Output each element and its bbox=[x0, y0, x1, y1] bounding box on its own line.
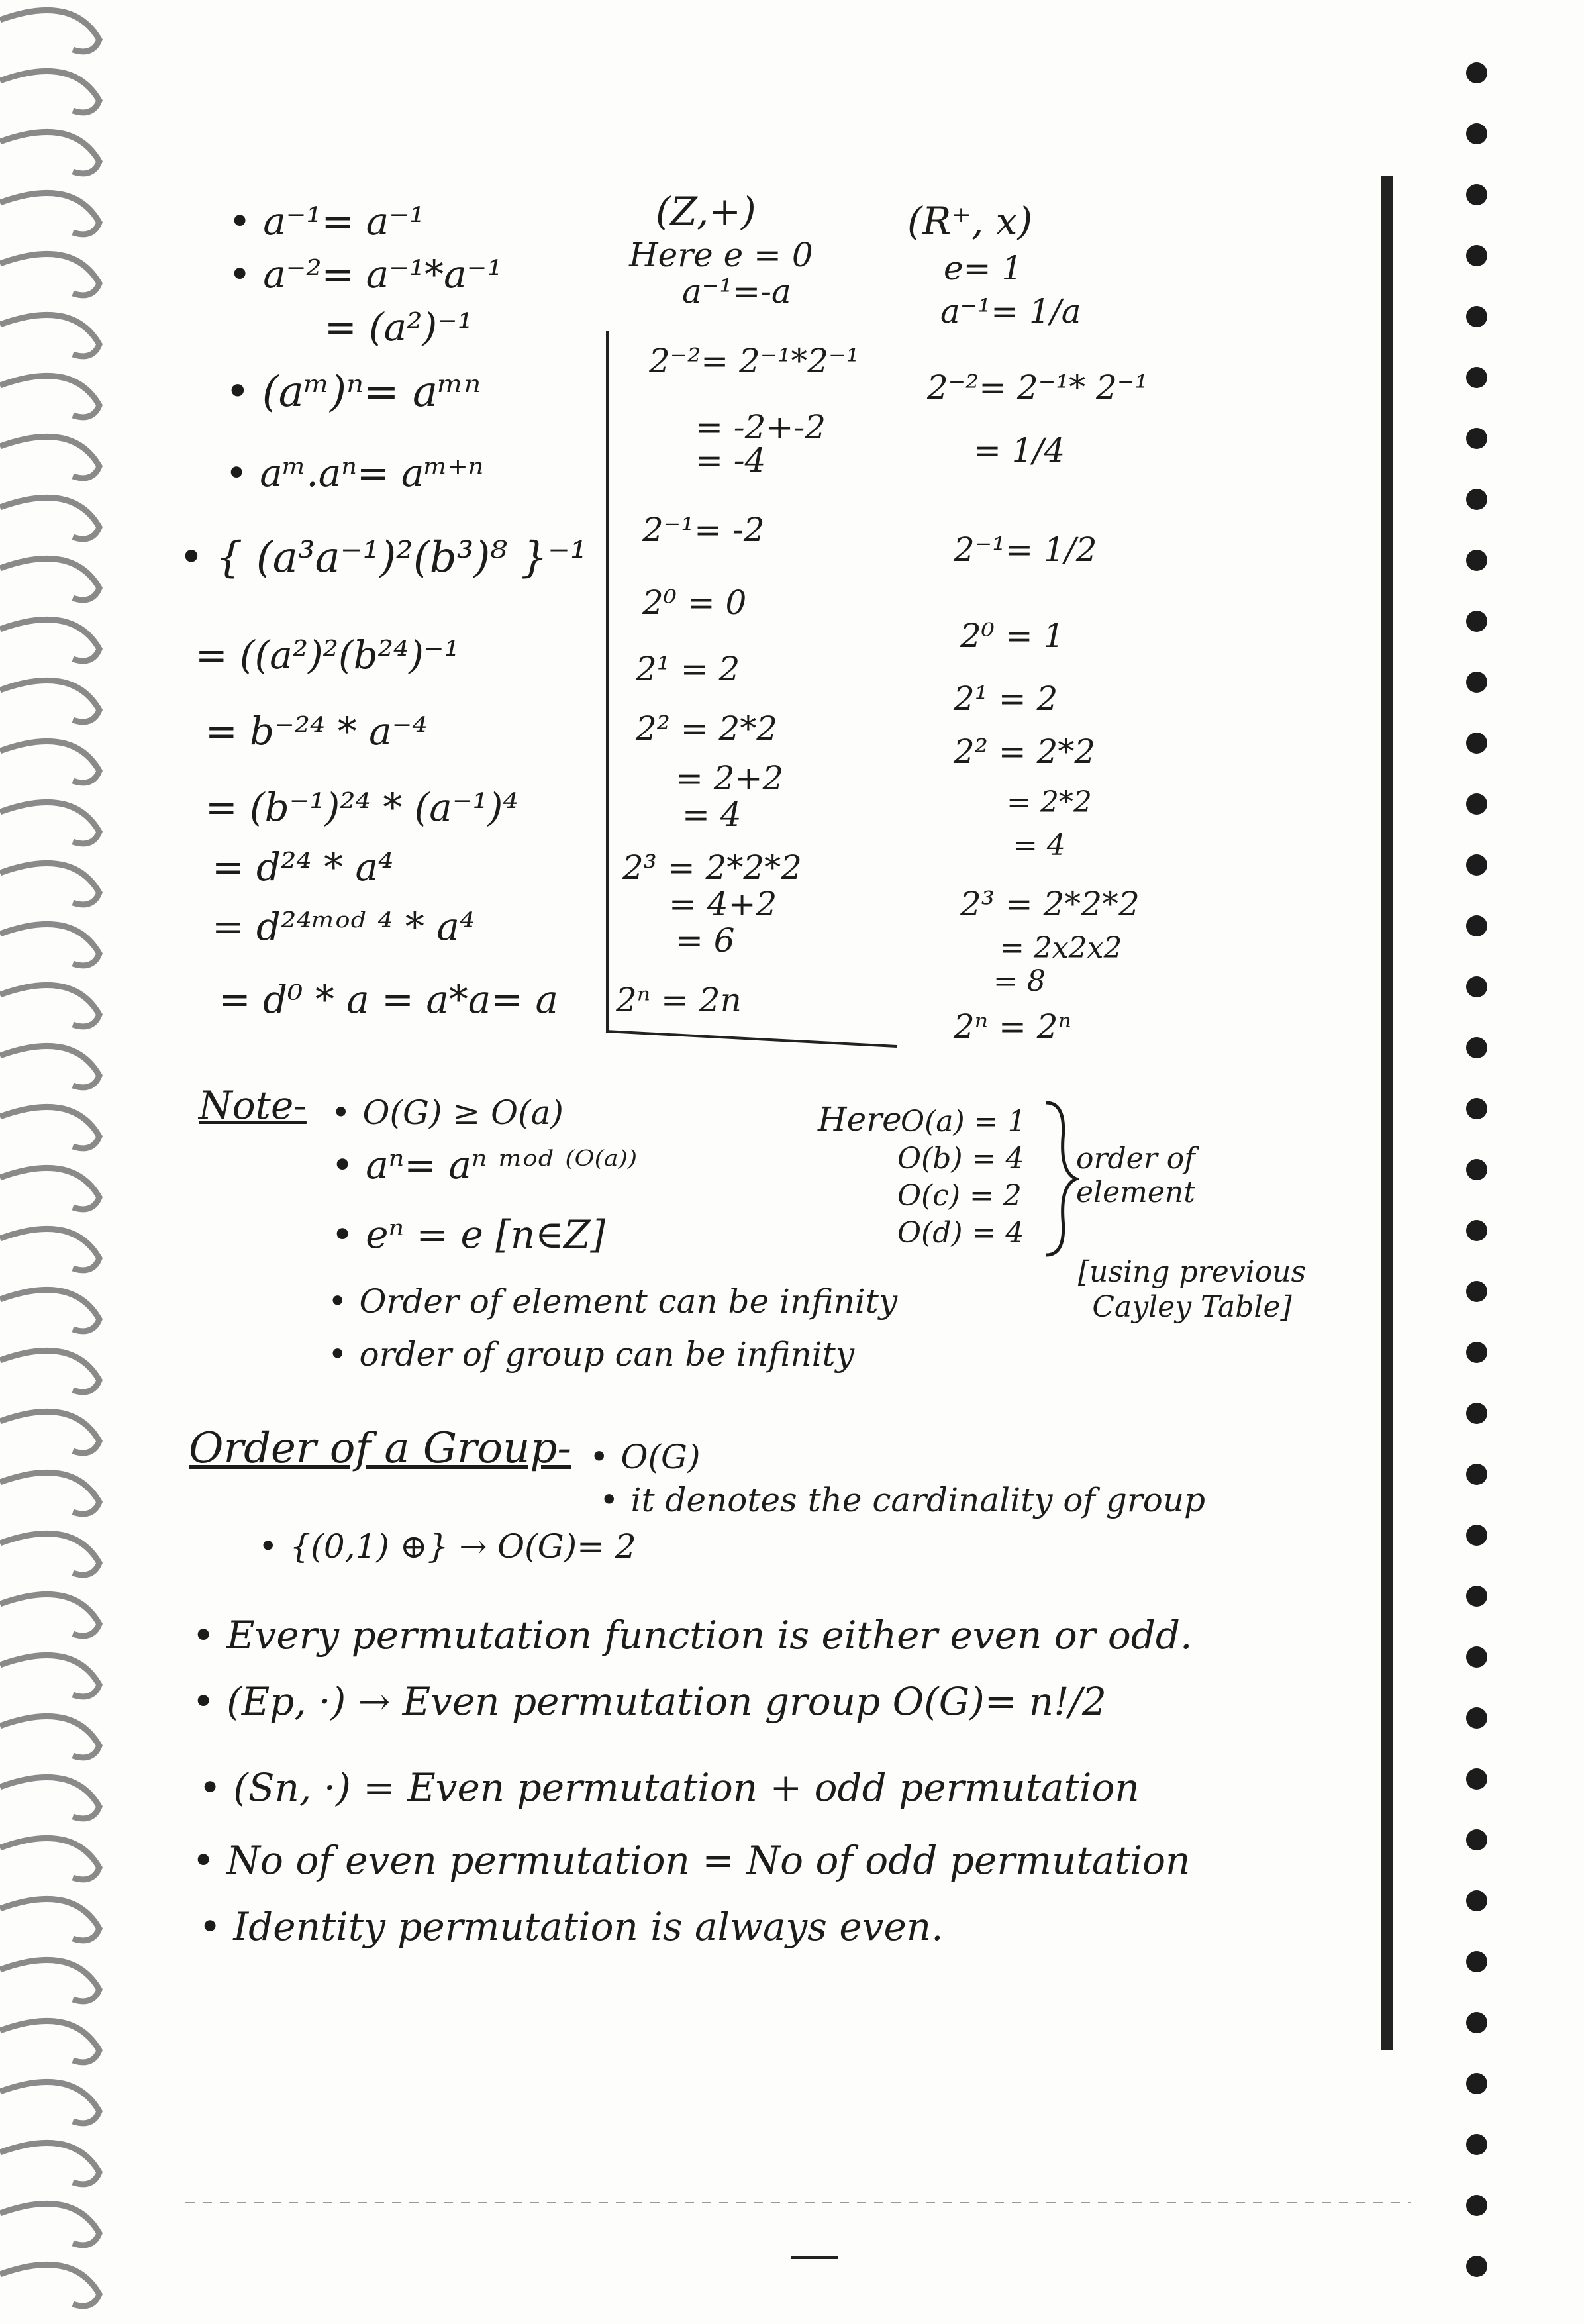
spiral-ring bbox=[0, 2143, 99, 2184]
note-item: • Order of element can be infinity bbox=[328, 1285, 897, 1318]
spiral-ring bbox=[0, 1472, 99, 1513]
power-line: = 2*2 bbox=[1007, 785, 1092, 819]
curly-brace-icon bbox=[1040, 1099, 1079, 1258]
rule-line: = ((a²)²(b²⁴)⁻¹ bbox=[195, 632, 460, 678]
spiral-binding-icon bbox=[0, 0, 113, 2324]
power-line: = -4 bbox=[695, 441, 766, 480]
margin-dot bbox=[1466, 489, 1487, 510]
margin-dot bbox=[1466, 1403, 1487, 1424]
margin-dot bbox=[1466, 1342, 1487, 1363]
spiral-ring bbox=[0, 802, 99, 843]
spiral-ring bbox=[0, 1046, 99, 1087]
power-line: 2² = 2*2 bbox=[636, 709, 778, 748]
permutation-line: • (Sn, ·) = Even permutation + odd permutation bbox=[199, 1768, 1140, 1807]
note-item: • eⁿ = e [n∈Z] bbox=[331, 1215, 605, 1254]
rule-line: = (b⁻¹)²⁴ * (a⁻¹)⁴ bbox=[205, 785, 519, 830]
permutation-line: • Identity permutation is always even. bbox=[199, 1907, 944, 1946]
order-symbol: • O(G) bbox=[589, 1440, 700, 1474]
spiral-ring bbox=[0, 254, 99, 295]
spiral-ring bbox=[0, 1594, 99, 1635]
margin-dot bbox=[1466, 245, 1487, 266]
power-line: 2ⁿ = 2ⁿ bbox=[954, 1007, 1071, 1046]
group-identity: Here e = 0 bbox=[629, 236, 813, 274]
power-line: = 2x2x2 bbox=[1000, 931, 1122, 965]
power-line: 2⁰ = 1 bbox=[960, 617, 1065, 655]
power-line: 2² = 2*2 bbox=[954, 733, 1096, 771]
margin-dot bbox=[1466, 1707, 1487, 1729]
margin-dot bbox=[1466, 1525, 1487, 1546]
margin-dot bbox=[1466, 672, 1487, 693]
order-row: O(d) = 4 bbox=[897, 1216, 1024, 1250]
margin-dot bbox=[1466, 123, 1487, 144]
margin-dot bbox=[1466, 1829, 1487, 1850]
margin-dot bbox=[1466, 428, 1487, 449]
section-heading: Order of a Group- bbox=[189, 1424, 571, 1473]
spiral-ring bbox=[0, 2021, 99, 2062]
power-line: = 4+2 bbox=[669, 885, 777, 923]
rule-line: = d²⁴ᵐᵒᵈ ⁴ * a⁴ bbox=[212, 904, 475, 949]
margin-dot bbox=[1466, 793, 1487, 815]
group-header: (Z,+) bbox=[656, 189, 756, 234]
margin-dots-icon bbox=[1450, 0, 1584, 2324]
power-line: 2³ = 2*2*2 bbox=[622, 848, 802, 887]
note-item: • order of group can be infinity bbox=[328, 1338, 854, 1371]
power-line: = 4 bbox=[1013, 829, 1065, 862]
spiral-ring bbox=[0, 1533, 99, 1574]
spiral-ring bbox=[0, 1168, 99, 1209]
rule-line: • a⁻¹= a⁻¹ bbox=[228, 202, 424, 240]
margin-dot bbox=[1466, 1464, 1487, 1485]
margin-dot bbox=[1466, 1951, 1487, 1972]
order-prefix: Here bbox=[818, 1100, 902, 1138]
permutation-line: • (Ep, ·) → Even permutation group O(G)= n!/2 bbox=[192, 1682, 1107, 1721]
power-line: = 2+2 bbox=[675, 759, 784, 797]
spiral-ring bbox=[0, 1411, 99, 1452]
order-footnote: [using previous Cayley Table] bbox=[1077, 1255, 1307, 1324]
power-line: 2ⁿ = 2n bbox=[616, 981, 742, 1019]
order-row: O(b) = 4 bbox=[897, 1142, 1024, 1176]
power-line: 2⁻²= 2⁻¹* 2⁻¹ bbox=[927, 368, 1148, 407]
margin-dot bbox=[1466, 733, 1487, 754]
spiral-ring bbox=[0, 1350, 99, 1391]
spiral-ring bbox=[0, 1777, 99, 1818]
power-line: 2⁰ = 0 bbox=[642, 583, 747, 622]
spiral-ring bbox=[0, 376, 99, 417]
group-identity: e= 1 bbox=[944, 249, 1023, 287]
bottom-dashed-line bbox=[185, 2202, 1411, 2203]
margin-dot bbox=[1466, 2012, 1487, 2033]
spiral-ring bbox=[0, 2203, 99, 2245]
margin-dot bbox=[1466, 550, 1487, 571]
power-line: = -2+-2 bbox=[695, 408, 826, 446]
order-row: O(c) = 2 bbox=[897, 1179, 1022, 1213]
permutation-line: • No of even permutation = No of odd permutation bbox=[192, 1841, 1190, 1880]
spiral-ring bbox=[0, 2264, 99, 2305]
column-divider-bottom bbox=[606, 1030, 897, 1048]
note-item: • aⁿ= aⁿ ᵐᵒᵈ ⁽ᴼ⁽ᵃ⁾⁾ bbox=[331, 1146, 637, 1184]
spiral-ring bbox=[0, 1960, 99, 2001]
order-row: O(a) = 1 bbox=[901, 1105, 1026, 1138]
power-line: 2¹ = 2 bbox=[636, 650, 740, 688]
spiral-ring bbox=[0, 132, 99, 173]
order-example: • {(0,1) ⊕} → O(G)= 2 bbox=[258, 1530, 636, 1563]
power-line: 2⁻¹= 1/2 bbox=[954, 530, 1097, 569]
group-inverse: a⁻¹= 1/a bbox=[940, 292, 1081, 330]
power-line: 2¹ = 2 bbox=[954, 680, 1058, 718]
column-divider bbox=[606, 331, 609, 1033]
power-line: = 6 bbox=[675, 921, 735, 960]
power-line: 2³ = 2*2*2 bbox=[960, 885, 1140, 923]
margin-dot bbox=[1466, 2195, 1487, 2216]
spiral-ring bbox=[0, 558, 99, 599]
margin-dot bbox=[1466, 1098, 1487, 1119]
rule-line: • (aᵐ)ⁿ= aᵐⁿ bbox=[225, 371, 481, 413]
brace-label: order of element bbox=[1076, 1142, 1195, 1209]
spiral-ring bbox=[0, 741, 99, 782]
margin-dot bbox=[1466, 915, 1487, 936]
spiral-ring bbox=[0, 1289, 99, 1331]
rule-line: • { (a³a⁻¹)²(b³)⁸ }⁻¹ bbox=[179, 536, 587, 579]
note-item: • O(G) ≥ O(a) bbox=[331, 1096, 564, 1129]
spiral-ring bbox=[0, 985, 99, 1026]
margin-dot bbox=[1466, 1646, 1487, 1668]
spiral-ring bbox=[0, 1716, 99, 1757]
spiral-ring bbox=[0, 1899, 99, 1940]
rule-line: • aᵐ.aⁿ= aᵐ⁺ⁿ bbox=[225, 454, 483, 492]
margin-dot bbox=[1466, 306, 1487, 327]
margin-dot bbox=[1466, 976, 1487, 997]
spiral-ring bbox=[0, 680, 99, 721]
margin-dot bbox=[1466, 1281, 1487, 1302]
margin-dot bbox=[1466, 1159, 1487, 1180]
right-margin-rule bbox=[1381, 176, 1393, 2050]
rule-line: = b⁻²⁴ * a⁻⁴ bbox=[205, 709, 428, 754]
spiral-ring bbox=[0, 863, 99, 904]
spiral-ring bbox=[0, 71, 99, 112]
spiral-ring bbox=[0, 315, 99, 356]
rule-line: = d⁰ * a = a*a= a bbox=[219, 977, 559, 1022]
margin-dot bbox=[1466, 1220, 1487, 1241]
spiral-ring bbox=[0, 10, 99, 51]
spiral-ring bbox=[0, 924, 99, 965]
spiral-ring bbox=[0, 1838, 99, 1879]
spiral-ring bbox=[0, 497, 99, 538]
spiral-ring bbox=[0, 1107, 99, 1148]
rule-line: = (a²)⁻¹ bbox=[324, 305, 473, 350]
margin-dot bbox=[1466, 2073, 1487, 2094]
spiral-ring bbox=[0, 1655, 99, 1696]
margin-dot bbox=[1466, 1586, 1487, 1607]
power-line: = 8 bbox=[993, 964, 1046, 998]
group-inverse: a⁻¹=-a bbox=[682, 272, 791, 311]
power-line: = 4 bbox=[682, 795, 742, 834]
spiral-ring bbox=[0, 1229, 99, 1270]
rule-line: • a⁻²= a⁻¹*a⁻¹ bbox=[228, 255, 503, 293]
margin-dot bbox=[1466, 2256, 1487, 2277]
rule-line: = d²⁴ * a⁴ bbox=[212, 844, 394, 889]
order-description: • it denotes the cardinality of group bbox=[599, 1484, 1205, 1517]
spiral-ring bbox=[0, 193, 99, 234]
power-line: 2⁻²= 2⁻¹*2⁻¹ bbox=[649, 342, 860, 380]
power-line: 2⁻¹= -2 bbox=[642, 511, 765, 549]
margin-dot bbox=[1466, 854, 1487, 876]
power-line: = 1/4 bbox=[973, 431, 1065, 470]
permutation-line: • Every permutation function is either even or odd. bbox=[192, 1616, 1192, 1654]
note-label: Note- bbox=[199, 1083, 307, 1128]
margin-dot bbox=[1466, 1890, 1487, 1911]
margin-dot bbox=[1466, 184, 1487, 205]
spiral-ring bbox=[0, 2082, 99, 2123]
spiral-ring bbox=[0, 619, 99, 660]
margin-dot bbox=[1466, 1037, 1487, 1058]
margin-dot bbox=[1466, 1768, 1487, 1790]
margin-dot bbox=[1466, 62, 1487, 83]
margin-dot bbox=[1466, 2134, 1487, 2155]
group-header: (R⁺, x) bbox=[907, 199, 1033, 244]
bottom-dash bbox=[791, 2256, 838, 2259]
spiral-ring bbox=[0, 436, 99, 478]
margin-dot bbox=[1466, 367, 1487, 388]
margin-dot bbox=[1466, 611, 1487, 632]
